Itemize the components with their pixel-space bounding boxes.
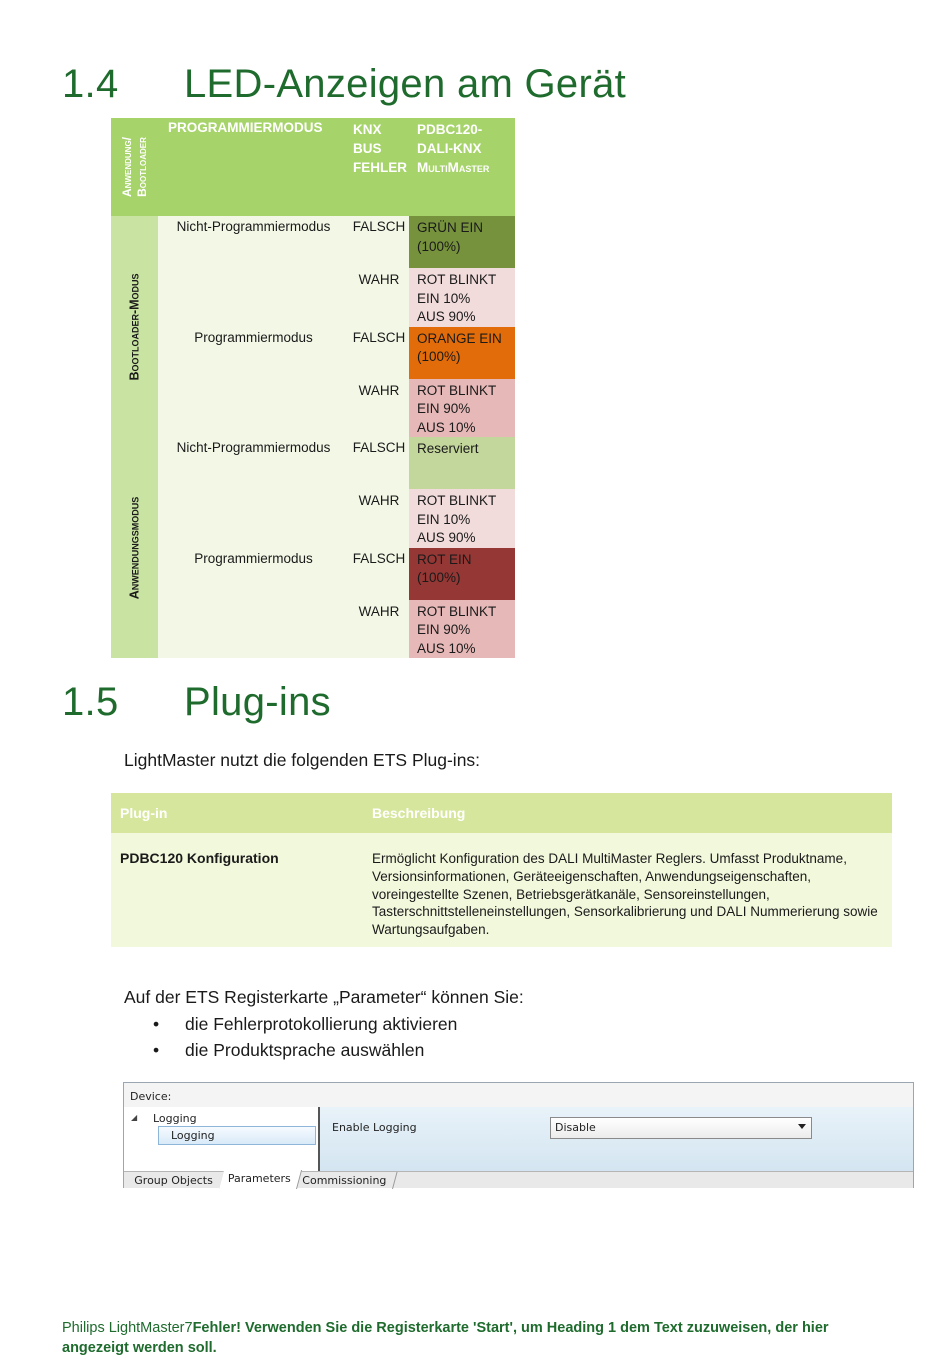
parameters-text: Auf der ETS Registerkarte „Parameter“ können Sie: bbox=[124, 987, 524, 1007]
knx-condition-cell: FALSCH bbox=[349, 437, 409, 489]
mode-cell: Programmiermodus bbox=[158, 548, 349, 659]
section-heading-1-5 bbox=[62, 680, 331, 725]
group-label: Anwendungsmodus bbox=[127, 496, 141, 599]
led-state-cell: ROT EIN (100%) bbox=[409, 548, 515, 600]
tab-commissioning[interactable]: Commissioning bbox=[294, 1172, 398, 1189]
led-state-cell: Reserviert bbox=[409, 437, 515, 489]
group-label: Bootloader-Modus bbox=[127, 272, 141, 381]
led-state-cell: ROT BLINKT EIN 10% AUS 90% bbox=[409, 489, 515, 548]
mode-cell: Nicht-Programmiermodus bbox=[158, 216, 349, 327]
header-col-programmiermodus: PROGRAMMIERMODUS bbox=[158, 118, 349, 216]
select-value: Disable bbox=[555, 1121, 596, 1134]
device-label: Device: bbox=[130, 1090, 172, 1103]
footer-error: Fehler! Verwenden Sie die Registerkarte 'Start', um Heading 1 dem Text zuzuweisen, der hier angezeigt werden soll. bbox=[62, 1320, 829, 1356]
led-table bbox=[111, 118, 515, 658]
ets-screenshot bbox=[123, 1082, 914, 1188]
led-state-cell: ROT BLINKT EIN 10% AUS 90% bbox=[409, 268, 515, 327]
table-row bbox=[111, 548, 515, 600]
header-col-device: PDBC120- DALI-KNX MultiMaster bbox=[409, 118, 515, 216]
section-heading-1-4 bbox=[62, 62, 626, 107]
knx-condition-cell: WAHR bbox=[349, 379, 409, 438]
table-row bbox=[111, 216, 515, 268]
section-title: LED-Anzeigen am Gerät bbox=[184, 62, 627, 106]
group-label-cell bbox=[111, 437, 158, 658]
knx-condition-cell: FALSCH bbox=[349, 216, 409, 268]
expand-triangle-icon[interactable]: ◢ bbox=[131, 1113, 138, 1122]
list-item bbox=[153, 1014, 457, 1035]
list-item-text: die Produktsprache auswählen bbox=[185, 1040, 425, 1060]
header-plugin: Plug-in bbox=[120, 805, 168, 821]
parameter-panel bbox=[320, 1107, 913, 1171]
knx-condition-cell: WAHR bbox=[349, 489, 409, 548]
plugins-intro: LightMaster nutzt die folgenden ETS Plug-ins: bbox=[124, 750, 481, 770]
page-footer bbox=[62, 1318, 882, 1358]
led-table-header bbox=[111, 118, 515, 216]
section-number: 1.5 bbox=[62, 680, 119, 724]
knx-condition-cell: WAHR bbox=[349, 600, 409, 659]
section-number: 1.4 bbox=[62, 62, 119, 106]
tab-bar bbox=[124, 1171, 913, 1188]
list-item bbox=[153, 1040, 424, 1061]
plugin-table bbox=[111, 793, 892, 947]
table-row bbox=[111, 327, 515, 379]
enable-logging-label: Enable Logging bbox=[332, 1121, 417, 1134]
footer-prefix: Philips LightMaster7 bbox=[62, 1320, 193, 1336]
bullet-icon: • bbox=[153, 1040, 160, 1060]
tab-parameters[interactable]: Parameters bbox=[219, 1170, 302, 1189]
list-item-text: die Fehlerprotokollierung aktivieren bbox=[185, 1014, 458, 1034]
bullet-icon: • bbox=[153, 1014, 160, 1034]
mode-cell: Nicht-Programmiermodus bbox=[158, 437, 349, 548]
header-description: Beschreibung bbox=[372, 805, 466, 821]
enable-logging-select[interactable] bbox=[550, 1117, 812, 1139]
plugin-table-header bbox=[111, 793, 892, 833]
knx-condition-cell: WAHR bbox=[349, 268, 409, 327]
section-title: Plug-ins bbox=[184, 680, 331, 724]
plugin-description: Ermöglicht Konfiguration des DALI MultiMaster Reglers. Umfasst Produktname, Versionsinformationen, Geräteeigenschaften, Anwendungseigenschaften, voreingestellte Szenen, Betriebsgerätkanäle, Sensoreinstellungen, Tasterschnittstelleneinstellungen, Sensorkalibrierung und DALI Nummerierung sowie Wartungsaufgaben. bbox=[372, 851, 878, 938]
knx-condition-cell: FALSCH bbox=[349, 548, 409, 600]
plugin-name: PDBC120 Konfiguration bbox=[120, 850, 279, 866]
led-state-cell: ROT BLINKT EIN 90% AUS 10% bbox=[409, 379, 515, 438]
tree-item-logging-selected[interactable]: Logging bbox=[158, 1126, 316, 1145]
mode-cell: Programmiermodus bbox=[158, 327, 349, 438]
led-state-cell: ORANGE EIN (100%) bbox=[409, 327, 515, 379]
tab-group-objects[interactable]: Group Objects bbox=[126, 1172, 224, 1189]
parameter-tree bbox=[124, 1107, 320, 1171]
table-row bbox=[111, 437, 515, 489]
knx-condition-cell: FALSCH bbox=[349, 327, 409, 379]
group-label-cell bbox=[111, 216, 158, 437]
table-row bbox=[111, 833, 892, 947]
tree-item-logging-parent[interactable]: Logging bbox=[153, 1112, 197, 1125]
chevron-down-icon bbox=[798, 1124, 806, 1129]
led-state-cell: GRÜN EIN (100%) bbox=[409, 216, 515, 268]
header-col-knx-bus-fehler: KNX BUS FEHLER bbox=[349, 118, 409, 216]
header-col-application-bootloader: Anwendung/ Bootloader bbox=[111, 118, 158, 216]
led-state-cell: ROT BLINKT EIN 90% AUS 10% bbox=[409, 600, 515, 659]
